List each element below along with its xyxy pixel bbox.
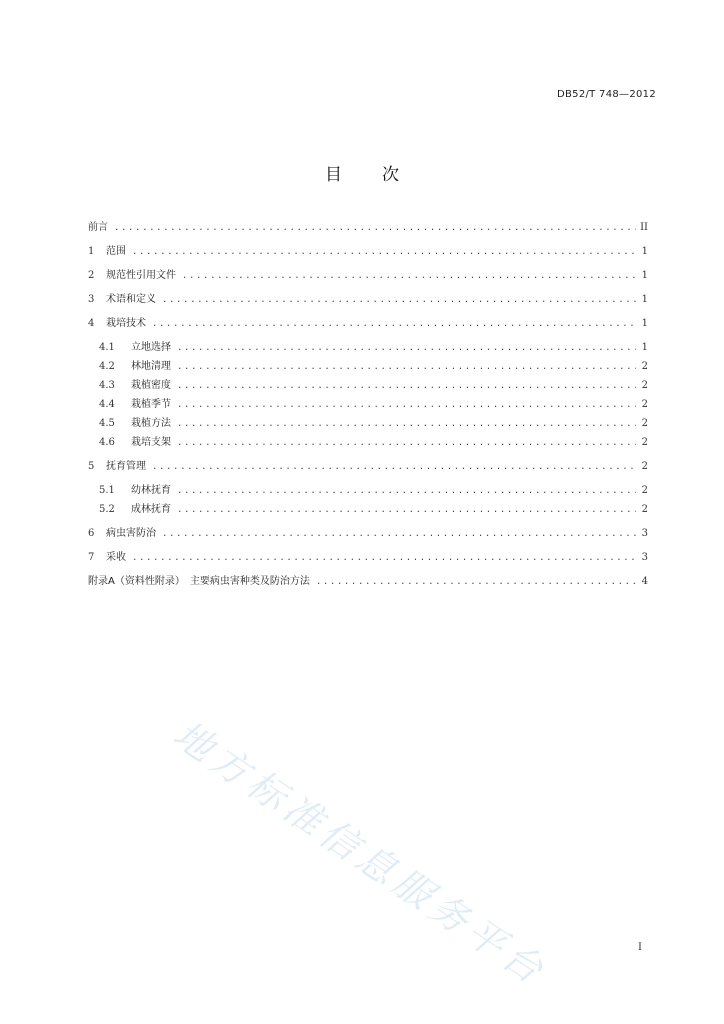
toc-dot-leader bbox=[152, 462, 636, 472]
footer-page-number: I bbox=[638, 942, 642, 953]
toc-entry-label: 栽植方法 bbox=[131, 418, 171, 429]
toc-entry-1[interactable] bbox=[88, 242, 648, 261]
toc-entry-page: II bbox=[640, 222, 648, 233]
toc-entry-page: 2 bbox=[641, 380, 648, 391]
toc-entry-foreword[interactable] bbox=[88, 218, 648, 237]
toc-entry-label: 栽植密度 bbox=[131, 380, 171, 391]
toc-entry-number: 5 bbox=[88, 461, 95, 472]
toc-entry-number: 1 bbox=[88, 246, 95, 257]
toc-dot-leader bbox=[316, 577, 636, 587]
toc-entry-number: 4.4 bbox=[99, 399, 115, 410]
toc-dot-leader bbox=[132, 553, 636, 563]
toc-entry-page: 1 bbox=[641, 342, 648, 353]
toc-dot-leader bbox=[177, 400, 636, 410]
toc-entry-page: 3 bbox=[641, 528, 648, 539]
toc-entry-page: 1 bbox=[641, 294, 648, 305]
toc-entry-label: 病虫害防治 bbox=[106, 528, 156, 539]
toc-entry-number: 3 bbox=[88, 294, 95, 305]
toc-entry-page: 2 bbox=[641, 461, 648, 472]
toc-entry-page: 1 bbox=[641, 246, 648, 257]
toc-entry-label: 立地选择 bbox=[131, 342, 171, 353]
toc-dot-leader bbox=[152, 319, 636, 329]
toc-entry-label: 规范性引用文件 bbox=[106, 270, 176, 281]
toc-entry-page: 2 bbox=[641, 361, 648, 372]
toc-entry-label: 附录A（资料性附录） 主要病虫害种类及防治方法 bbox=[88, 576, 310, 587]
toc-entry-label: 栽植季节 bbox=[131, 399, 171, 410]
toc-entry-5[interactable] bbox=[88, 457, 648, 476]
toc-dot-leader bbox=[114, 223, 636, 233]
toc-dot-leader bbox=[177, 343, 636, 353]
toc-title-char-2: 次 bbox=[382, 165, 399, 185]
toc-entry-number: 4 bbox=[88, 318, 95, 329]
toc-entry-7[interactable] bbox=[88, 548, 648, 567]
table-of-contents bbox=[88, 218, 648, 591]
toc-entry-4-3[interactable] bbox=[88, 376, 648, 395]
toc-entry-page: 2 bbox=[641, 418, 648, 429]
toc-entry-number: 4.1 bbox=[99, 342, 115, 353]
toc-entry-label: 采收 bbox=[106, 552, 126, 563]
toc-dot-leader bbox=[177, 362, 636, 372]
toc-entry-page: 1 bbox=[641, 318, 648, 329]
toc-entry-page: 3 bbox=[641, 552, 648, 563]
toc-entry-6[interactable] bbox=[88, 524, 648, 543]
toc-entry-number: 4.6 bbox=[99, 437, 115, 448]
toc-entry-label: 成林抚育 bbox=[131, 504, 171, 515]
toc-entry-number: 4.5 bbox=[99, 418, 115, 429]
toc-entry-4-5[interactable] bbox=[88, 414, 648, 433]
toc-entry-number: 2 bbox=[88, 270, 95, 281]
toc-entry-4[interactable] bbox=[88, 314, 648, 333]
toc-entry-page: 2 bbox=[641, 485, 648, 496]
toc-entry-number: 4.2 bbox=[99, 361, 115, 372]
toc-dot-leader bbox=[162, 529, 636, 539]
toc-entry-page: 2 bbox=[641, 504, 648, 515]
toc-entry-number: 4.3 bbox=[99, 380, 115, 391]
toc-entry-4-6[interactable] bbox=[88, 433, 648, 452]
toc-dot-leader bbox=[177, 381, 636, 391]
toc-entry-label: 栽培支架 bbox=[131, 437, 171, 448]
toc-entry-2[interactable] bbox=[88, 266, 648, 285]
toc-entry-label: 范围 bbox=[106, 246, 126, 257]
toc-dot-leader bbox=[177, 486, 636, 496]
toc-entry-label: 前言 bbox=[88, 222, 108, 233]
toc-entry-page: 1 bbox=[641, 270, 648, 281]
toc-entry-label: 栽培技术 bbox=[106, 318, 146, 329]
toc-entry-number: 5.1 bbox=[99, 485, 115, 496]
toc-entry-page: 2 bbox=[641, 399, 648, 410]
toc-title bbox=[0, 160, 724, 185]
watermark-text: 地方标准信息服务平台 bbox=[165, 712, 556, 995]
toc-dot-leader bbox=[132, 247, 636, 257]
toc-entry-label: 幼林抚育 bbox=[131, 485, 171, 496]
toc-entry-label: 术语和定义 bbox=[106, 294, 156, 305]
standard-code: DB52/T 748—2012 bbox=[557, 89, 656, 100]
toc-dot-leader bbox=[177, 505, 636, 515]
toc-entry-appendix-a[interactable] bbox=[88, 572, 648, 591]
toc-entry-5-1[interactable] bbox=[88, 481, 648, 500]
toc-entry-number: 5.2 bbox=[99, 504, 115, 515]
toc-entry-4-4[interactable] bbox=[88, 395, 648, 414]
toc-title-char-1: 目 bbox=[325, 165, 342, 185]
toc-entry-5-2[interactable] bbox=[88, 500, 648, 519]
toc-dot-leader bbox=[182, 271, 636, 281]
toc-entry-3[interactable] bbox=[88, 290, 648, 309]
toc-entry-label: 林地清理 bbox=[131, 361, 171, 372]
toc-entry-label: 抚育管理 bbox=[106, 461, 146, 472]
toc-dot-leader bbox=[177, 419, 636, 429]
toc-entry-4-1[interactable] bbox=[88, 338, 648, 357]
toc-dot-leader bbox=[162, 295, 636, 305]
toc-entry-number: 6 bbox=[88, 528, 95, 539]
toc-dot-leader bbox=[177, 438, 636, 448]
toc-entry-page: 2 bbox=[641, 437, 648, 448]
toc-entry-number: 7 bbox=[88, 552, 95, 563]
toc-entry-page: 4 bbox=[641, 576, 648, 587]
toc-entry-4-2[interactable] bbox=[88, 357, 648, 376]
